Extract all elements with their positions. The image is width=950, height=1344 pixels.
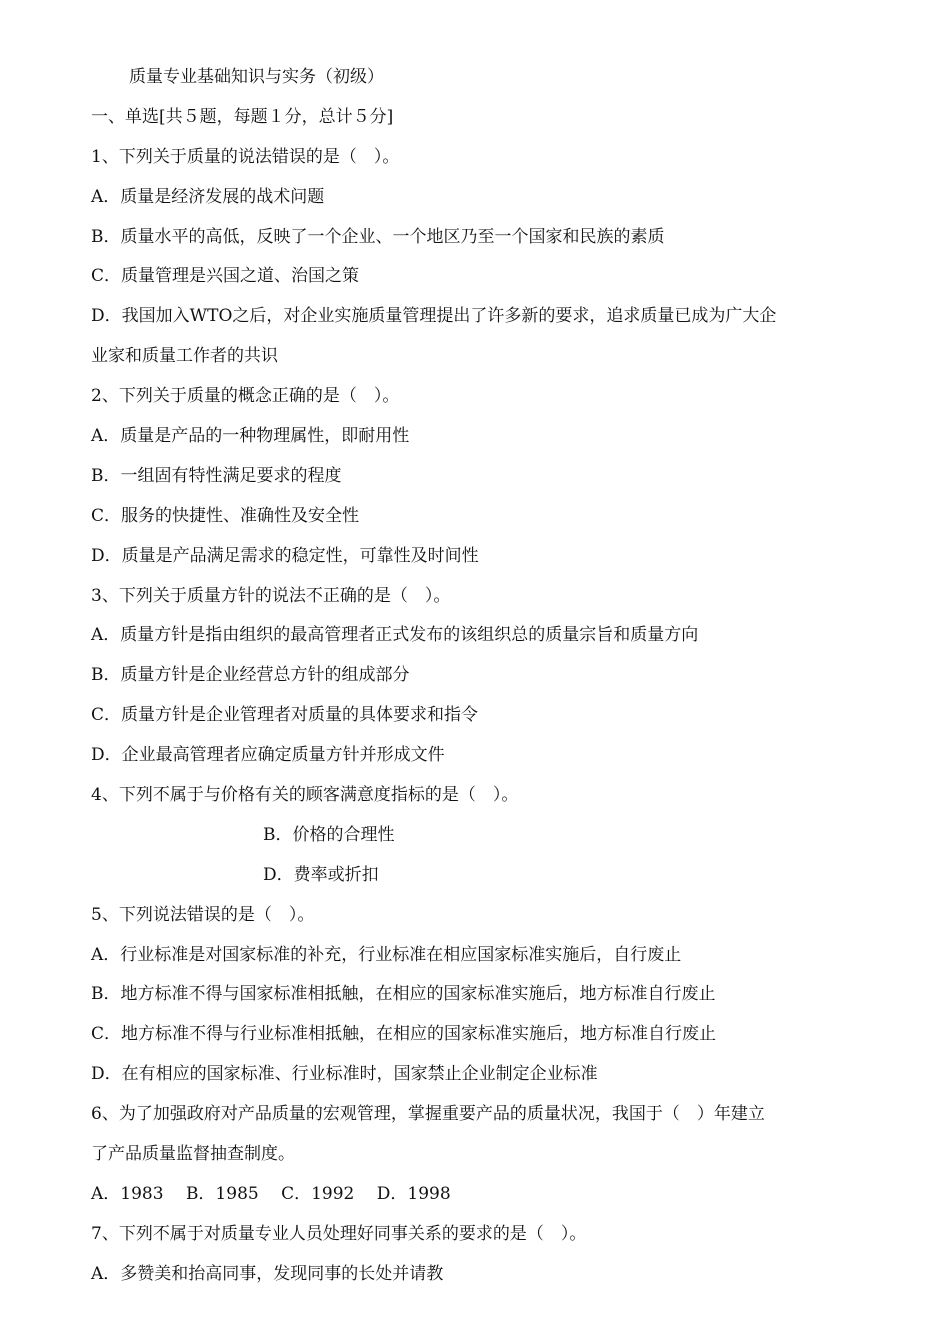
q4-options-row-2 bbox=[0, 856, 950, 896]
section-heading: 一、单选[共５题，每题１分，总计５分] bbox=[91, 106, 394, 127]
q4-option-b: B．价格的合理性 bbox=[263, 824, 395, 845]
q5-option-b: B．地方标准不得与国家标准相抵触，在相应的国家标准实施后，地方标准自行废止 bbox=[91, 984, 716, 1005]
document-title: 质量专业基础知识与实务（初级） bbox=[129, 67, 384, 87]
question-7: 7、下列不属于对质量专业人员处理好同事关系的要求的是（ ）。 bbox=[91, 1223, 587, 1244]
question-4: 4、下列不属于与价格有关的顾客满意度指标的是（ ）。 bbox=[91, 785, 519, 806]
q4-options-row-1 bbox=[0, 816, 950, 856]
question-6-cont: 了产品质量监督抽查制度。 bbox=[91, 1144, 295, 1165]
q1-option-a: A．质量是经济发展的战术问题 bbox=[91, 186, 325, 207]
q4-option-d: D．费率或折扣 bbox=[263, 864, 379, 885]
question-2: 2、下列关于质量的概念正确的是（ ）。 bbox=[91, 386, 400, 407]
q1-option-d-cont: 业家和质量工作者的共识 bbox=[91, 346, 278, 367]
q3-option-a: A．质量方针是指由组织的最高管理者正式发布的该组织总的质量宗旨和质量方向 bbox=[91, 625, 699, 646]
q2-option-d: D．质量是产品满足需求的稳定性，可靠性及时间性 bbox=[91, 545, 479, 566]
question-1: 1、下列关于质量的说法错误的是（ ）。 bbox=[91, 146, 400, 167]
question-3: 3、下列关于质量方针的说法不正确的是（ ）。 bbox=[91, 585, 451, 606]
q1-option-b: B．质量水平的高低，反映了一个企业、一个地区乃至一个国家和民族的素质 bbox=[91, 226, 665, 247]
q6-options: A．1983 B．1985 C．1992 D．1998 bbox=[91, 1183, 451, 1204]
q3-option-c: C．质量方针是企业管理者对质量的具体要求和指令 bbox=[91, 705, 479, 726]
q5-option-c: C．地方标准不得与行业标准相抵触，在相应的国家标准实施后，地方标准自行废止 bbox=[91, 1024, 717, 1045]
q2-option-a: A．质量是产品的一种物理属性，即耐用性 bbox=[91, 426, 410, 447]
q5-option-a: A．行业标准是对国家标准的补充，行业标准在相应国家标准实施后，自行废止 bbox=[91, 944, 682, 965]
q7-option-a: A．多赞美和抬高同事，发现同事的长处并请教 bbox=[91, 1263, 444, 1284]
q1-option-c: C．质量管理是兴国之道、治国之策 bbox=[91, 266, 360, 287]
q3-option-d: D．企业最高管理者应确定质量方针并形成文件 bbox=[91, 745, 445, 766]
q2-option-b: B．一组固有特性满足要求的程度 bbox=[91, 465, 342, 486]
q5-option-d: D．在有相应的国家标准、行业标准时，国家禁止企业制定企业标准 bbox=[91, 1064, 598, 1085]
q1-option-d: D．我国加入WTO之后，对企业实施质量管理提出了许多新的要求，追求质量已成为广大企 bbox=[91, 306, 777, 327]
document-page bbox=[0, 58, 950, 1295]
question-5: 5、下列说法错误的是（ ）。 bbox=[91, 904, 315, 925]
question-6: 6、为了加强政府对产品质量的宏观管理，掌握重要产品的质量状况，我国于（ ）年建立 bbox=[91, 1104, 765, 1125]
q2-option-c: C．服务的快捷性、准确性及安全性 bbox=[91, 505, 360, 526]
q3-option-b: B．质量方针是企业经营总方针的组成部分 bbox=[91, 665, 410, 686]
